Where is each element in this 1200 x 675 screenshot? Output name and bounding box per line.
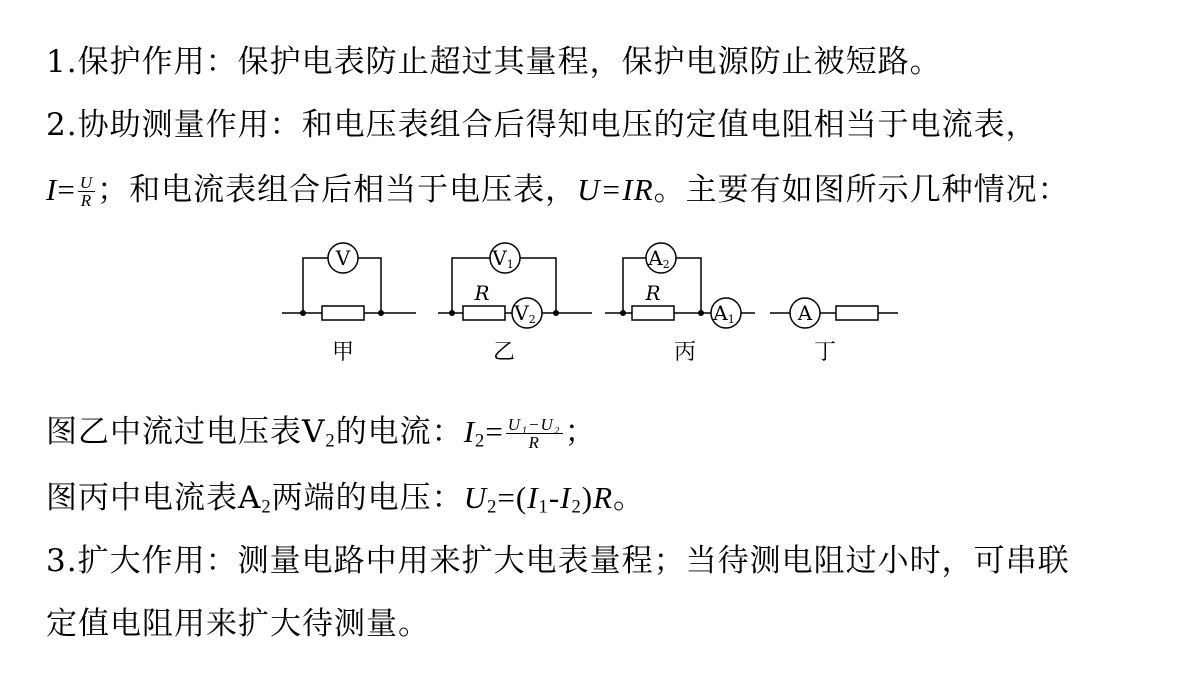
meter-label: V1 (492, 246, 514, 271)
fraction-denominator: R (528, 433, 540, 452)
junction-dot (553, 310, 559, 316)
point-2-assist-measurement: 2.协助测量作用：和电压表组合后得知电压的定值电阻相当于电流表， (46, 107, 1038, 143)
text-segment: 的电流： (335, 414, 464, 450)
resistor-label: R (645, 281, 661, 305)
subscript: 2 (571, 496, 582, 518)
meter-label: A2 (648, 246, 670, 271)
text-segment: 。主要有如图所示几种情况： (653, 172, 1070, 208)
junction-dot (300, 310, 306, 316)
text-segment: 图丙中电流表A (46, 480, 262, 516)
formula-line-ohm (46, 170, 1070, 210)
caption-jia: 甲 (331, 340, 355, 365)
text-segment: ； (564, 414, 597, 450)
minus-sign: - (548, 480, 561, 515)
point-3-extend-range: 3.扩大作用：测量电路中用来扩大电表量程；当待测电阻过小时，可串联 (46, 543, 1070, 579)
formula-segment: ) (581, 480, 594, 515)
point-3-continuation: 定值电阻用来扩大待测量。 (46, 606, 430, 642)
junction-dot (378, 310, 384, 316)
meter-label: V2 (514, 301, 536, 326)
subscript: 2 (487, 496, 498, 518)
var-I: I (560, 480, 572, 515)
meter-label: A1 (713, 301, 735, 326)
circuit-ding (770, 306, 898, 320)
var-U: U (463, 480, 488, 515)
fraction-voltage-diff-over-R (506, 416, 563, 451)
fraction-U-over-R (78, 174, 95, 209)
equals-sign: = (485, 414, 504, 449)
var-R: R (593, 480, 614, 515)
subscript: 2 (325, 430, 336, 452)
fraction-numerator: U (79, 173, 94, 192)
resistor-label: R (474, 281, 490, 305)
formula-segment: =( (497, 480, 528, 515)
fraction-numerator: U₁−U₂ (507, 415, 561, 434)
subscript: 1 (538, 496, 549, 518)
caption-bing: 丙 (673, 340, 697, 365)
subscript: 2 (475, 430, 486, 452)
equals-sign: = (57, 172, 76, 207)
subscript: 2 (261, 496, 272, 518)
junction-dot (698, 310, 704, 316)
text-segment: ；和电流表组合后相当于电压表， (97, 172, 578, 208)
text-segment: 图乙中流过电压表V (46, 414, 326, 450)
formula-line-a2-voltage (46, 478, 645, 528)
var-I: I (527, 480, 539, 515)
var-I: I (463, 414, 476, 449)
junction-dot (449, 310, 455, 316)
caption-ding: 丁 (813, 340, 837, 365)
point-1-protection: 1.保护作用：保护电表防止超过其量程，保护电源防止被短路。 (46, 44, 942, 80)
meter-label: V (335, 246, 351, 270)
formula-line-v2-current (46, 412, 597, 462)
text-segment: 两端的电压： (271, 480, 464, 516)
text-segment: 。 (613, 480, 646, 516)
fraction-denominator: R (80, 191, 93, 210)
var-I: I (46, 172, 58, 207)
caption-yi: 乙 (492, 340, 516, 365)
junction-dot (620, 310, 626, 316)
circuit-diagrams (280, 232, 920, 372)
formula-U-IR: U=IR (577, 172, 654, 207)
meter-label: A (797, 301, 813, 325)
